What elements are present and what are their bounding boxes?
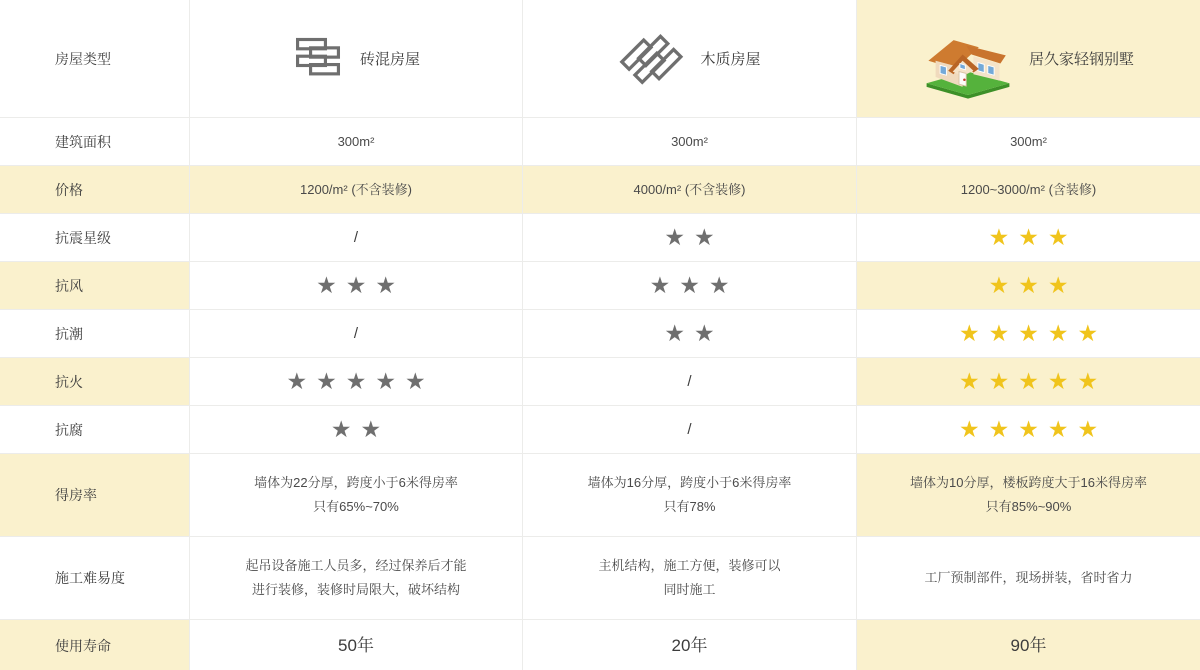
table-row [0, 310, 1200, 358]
table-row [0, 118, 1200, 166]
star-icon: ★ [1077, 368, 1099, 394]
cell-text-line: 4000/m² (不含装修) [633, 181, 746, 197]
star-rating [331, 418, 381, 441]
star-icon: ★ [404, 368, 426, 394]
cell-usable-ratio-0 [190, 454, 523, 537]
star-rating [664, 322, 714, 345]
table-body [0, 118, 1200, 670]
row-label-lifespan: 使用寿命 [0, 620, 190, 670]
star-rating [316, 274, 396, 297]
cell-text [924, 566, 1132, 590]
row-label-fire: 抗火 [0, 358, 190, 406]
row-label-construction: 施工难易度 [0, 537, 190, 620]
star-icon: ★ [958, 416, 980, 442]
cell-usable-ratio-1 [523, 454, 857, 537]
star-icon: ★ [988, 272, 1010, 298]
cell-text-line: 1200/m² (不含装修) [300, 181, 412, 197]
star-icon: ★ [664, 224, 685, 250]
table-row [0, 454, 1200, 537]
cell-text-line: 300m² [337, 133, 375, 149]
star-rating [286, 370, 425, 393]
cell-text [598, 554, 780, 602]
table-row [0, 537, 1200, 620]
cell-lifespan-2 [857, 620, 1200, 670]
row-label-price: 价格 [0, 166, 190, 214]
cell-construction-1 [523, 537, 857, 620]
cell-text [245, 554, 466, 602]
not-applicable-slash: / [353, 229, 359, 246]
table-row [0, 166, 1200, 214]
star-icon: ★ [375, 368, 396, 394]
house-icon [923, 18, 1013, 100]
cell-text [254, 471, 458, 519]
table-row [0, 214, 1200, 262]
row-label-usable-ratio: 得房率 [0, 454, 190, 537]
star-icon: ★ [345, 368, 367, 394]
column-header-brick [190, 0, 523, 118]
brick-icon [292, 35, 344, 83]
cell-construction-0 [190, 537, 523, 620]
row-label-moisture: 抗潮 [0, 310, 190, 358]
cell-lifespan-0 [190, 620, 523, 670]
cell-text [672, 634, 708, 658]
star-icon: ★ [1047, 320, 1069, 346]
row-label-corrosion: 抗腐 [0, 406, 190, 454]
star-rating [650, 274, 730, 297]
star-icon: ★ [1018, 320, 1039, 346]
cell-text-line: 起吊设备施工人员多，经过保养后才能 [245, 558, 467, 573]
cell-text-line: 300m² [1010, 133, 1047, 149]
cell-text-line: 只有78% [663, 499, 716, 514]
cell-text [588, 471, 792, 519]
star-icon: ★ [316, 368, 337, 394]
star-rating [959, 322, 1098, 345]
cell-text [961, 178, 1096, 202]
cell-price-0 [190, 166, 523, 214]
table-row [0, 262, 1200, 310]
cell-fire-0 [190, 358, 523, 406]
cell-text-line: 只有65%~70% [313, 499, 399, 514]
cell-text-line: 300m² [671, 133, 708, 149]
column-title: 砖混房屋 [359, 51, 420, 68]
star-icon: ★ [1018, 416, 1039, 442]
star-icon: ★ [988, 368, 1010, 394]
star-icon: ★ [958, 320, 980, 346]
cell-text-line: 进行装修，装修时局限大，破坏结构 [251, 582, 460, 597]
cell-quake-0 [190, 214, 523, 262]
cell-text [671, 130, 708, 154]
cell-text-line: 墙体为16分厚，跨度小于6米得房率 [587, 475, 792, 490]
cell-text-line: 只有85%~90% [985, 499, 1072, 514]
cell-text [910, 471, 1147, 519]
cell-text [300, 178, 412, 202]
star-icon: ★ [360, 416, 382, 442]
cell-text-line: 1200~3000/m² (含装修) [960, 181, 1097, 197]
cell-wind-0 [190, 262, 523, 310]
star-icon: ★ [375, 272, 396, 298]
column-title: 居久家轻钢别墅 [1028, 51, 1134, 68]
cell-text [634, 178, 746, 202]
cell-quake-1 [523, 214, 857, 262]
row-label-area: 建筑面积 [0, 118, 190, 166]
cell-text [338, 130, 375, 154]
star-icon: ★ [679, 272, 700, 298]
column-title: 木质房屋 [700, 51, 761, 68]
star-icon: ★ [1018, 272, 1039, 298]
cell-text [1010, 130, 1047, 154]
table-row [0, 620, 1200, 670]
cell-corrosion-2 [857, 406, 1200, 454]
star-icon: ★ [694, 320, 715, 346]
star-icon: ★ [988, 416, 1010, 442]
star-icon: ★ [694, 224, 715, 250]
cell-moisture-0 [190, 310, 523, 358]
cell-lifespan-1 [523, 620, 857, 670]
column-header-wood [523, 0, 857, 118]
cell-price-1 [523, 166, 857, 214]
star-icon: ★ [330, 416, 352, 442]
cell-text-line: 墙体为22分厚，跨度小于6米得房率 [254, 475, 458, 490]
star-rating [664, 226, 714, 249]
star-icon: ★ [988, 320, 1010, 346]
cell-text [1011, 634, 1047, 658]
wood-icon [618, 26, 684, 92]
cell-corrosion-1 [523, 406, 857, 454]
star-icon: ★ [708, 272, 730, 298]
star-rating [959, 370, 1098, 393]
table-header [0, 0, 1200, 118]
cell-moisture-1 [523, 310, 857, 358]
cell-price-2 [857, 166, 1200, 214]
star-icon: ★ [1018, 224, 1039, 250]
not-applicable-slash: / [687, 421, 692, 438]
cell-area-1 [523, 118, 857, 166]
cell-fire-1 [523, 358, 857, 406]
star-rating [989, 274, 1069, 297]
star-icon: ★ [1077, 416, 1099, 442]
cell-text-line: 墙体为10分厚，楼板跨度大于16米得房率 [910, 475, 1147, 490]
row-label-quake: 抗震星级 [0, 214, 190, 262]
cell-area-0 [190, 118, 523, 166]
star-icon: ★ [958, 368, 980, 394]
cell-text-line: 20年 [671, 636, 708, 655]
cell-corrosion-0 [190, 406, 523, 454]
star-icon: ★ [1018, 368, 1039, 394]
star-icon: ★ [649, 272, 671, 298]
cell-text-line: 同时施工 [663, 582, 716, 597]
header-row-label: 房屋类型 [55, 50, 111, 67]
table-row [0, 406, 1200, 454]
star-icon: ★ [1047, 416, 1069, 442]
cell-area-2 [857, 118, 1200, 166]
star-icon: ★ [1047, 224, 1069, 250]
star-icon: ★ [1047, 368, 1069, 394]
cell-text-line: 50年 [338, 636, 374, 655]
cell-moisture-2 [857, 310, 1200, 358]
star-icon: ★ [1077, 320, 1099, 346]
star-rating [959, 418, 1098, 441]
star-icon: ★ [316, 272, 337, 298]
star-icon: ★ [664, 320, 685, 346]
cell-text-line: 工厂预制部件，现场拼装，省时省力 [924, 570, 1133, 585]
cell-wind-2 [857, 262, 1200, 310]
header-row-label-cell [0, 0, 190, 118]
star-rating [989, 226, 1069, 249]
cell-text-line: 主机结构，施工方便，装修可以 [598, 558, 781, 573]
cell-usable-ratio-2 [857, 454, 1200, 537]
cell-text-line: 90年 [1010, 636, 1047, 655]
not-applicable-slash: / [687, 373, 692, 390]
cell-fire-2 [857, 358, 1200, 406]
star-icon: ★ [988, 224, 1010, 250]
row-label-wind: 抗风 [0, 262, 190, 310]
cell-text [338, 634, 374, 658]
star-icon: ★ [345, 272, 367, 298]
not-applicable-slash: / [353, 325, 359, 342]
cell-quake-2 [857, 214, 1200, 262]
column-header-steel-villa [857, 0, 1200, 118]
star-icon: ★ [286, 368, 308, 394]
cell-wind-1 [523, 262, 857, 310]
table-row [0, 358, 1200, 406]
star-icon: ★ [1047, 272, 1069, 298]
cell-construction-2 [857, 537, 1200, 620]
